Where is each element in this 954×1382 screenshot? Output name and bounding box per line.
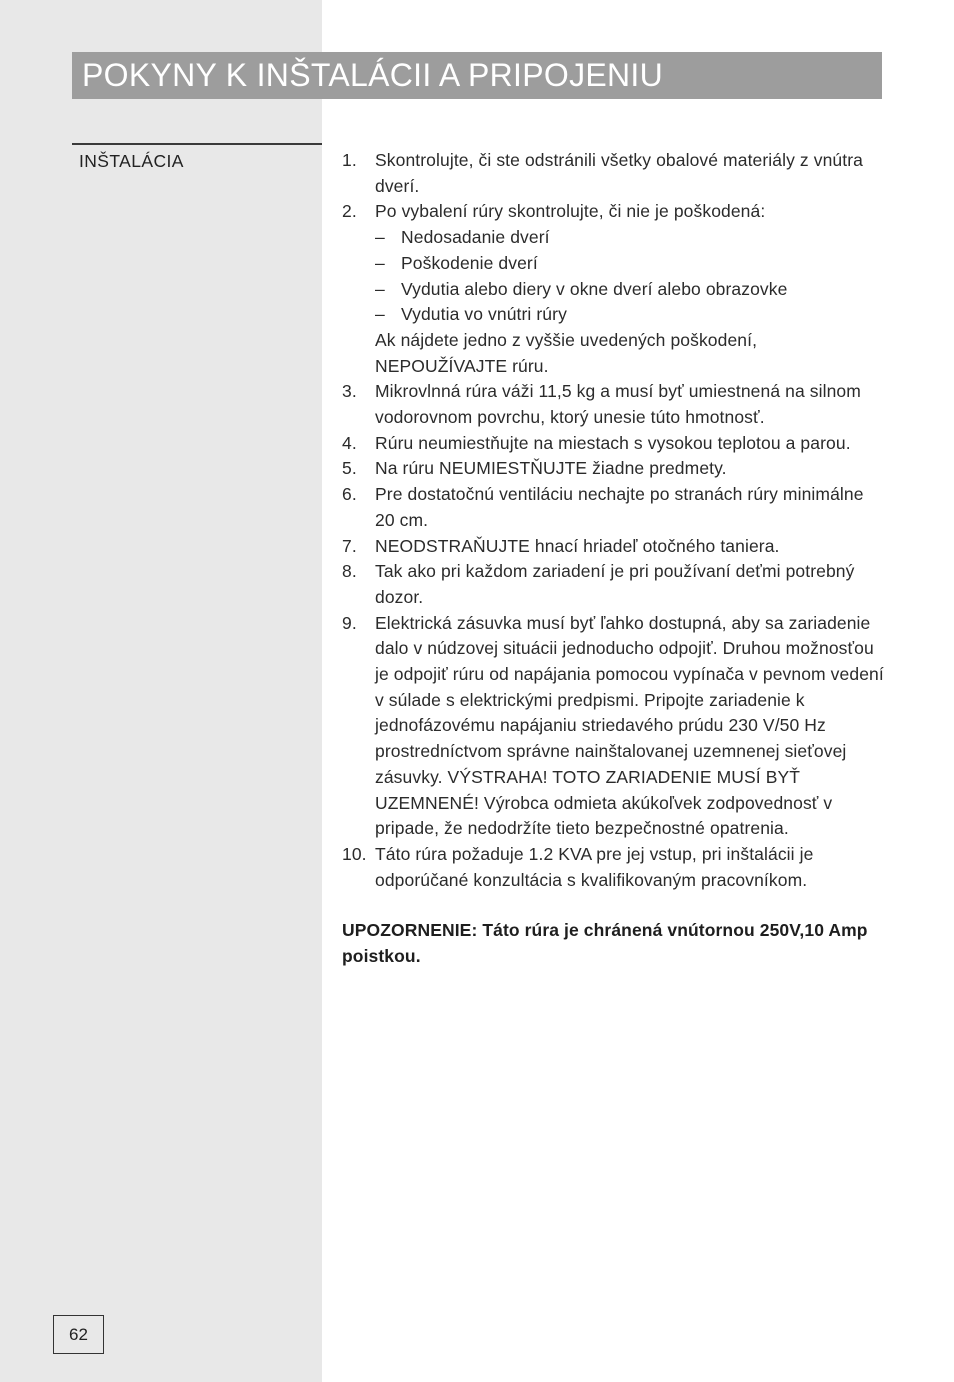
item-number: 6. (342, 484, 357, 505)
item-text: Na rúru NEUMIESTŇUJTE žiadne predmety. (375, 458, 727, 479)
section-label: INŠTALÁCIA (79, 151, 184, 171)
sub-item-text: Vydutia vo vnútri rúry (401, 304, 567, 325)
list-item (342, 199, 887, 379)
item-text: NEODSTRAŇUJTE hnací hriadeľ otočného taniera. (375, 535, 780, 556)
item-text: Elektrická zásuvka musí byť ľahko dostupná, aby sa zariadenie dalo v núdzovej situácii jednoducho odpojiť. Druhou možnosťou je odpojiť rúru od napájania pomocou vypínača v pevnom vedení v súlade s elektrickými predpismi. Pripojte zariadenie k jednofázovému napájaniu striedavého prúdu 230 V/50 Hz prostredníctvom správne nainštalovanej uzemnenej sieťovej zásuvky. VÝSTRAHA! TOTO ZARIADENIE MUSÍ BYŤ UZEMNENÉ! Výrobca odmieta akúkoľvek zodpovednosť v pripade, že nedodržíte tieto bezpečnostné opatrenia. (375, 612, 884, 839)
item-number: 1. (342, 150, 357, 170)
item-number: 9. (342, 612, 357, 633)
list-item (342, 431, 887, 457)
dash-bullet: – (375, 278, 385, 299)
sub-item-text: Poškodenie dverí (401, 252, 538, 273)
item-text: Mikrovlnná rúra váži 11,5 kg a musí byť umiestnená na silnom vodorovnom povrchu, ktorý unesie túto hmotnosť. (375, 381, 861, 428)
item-number: 4. (342, 432, 357, 453)
list-item (342, 842, 887, 893)
item-text: Po vybalení rúry skontrolujte, či nie je poškodená: (375, 201, 766, 222)
item-text: Tak ako pri každom zariadení je pri používaní deťmi potrebný dozor. (375, 561, 855, 607)
item-text: Pre dostatočnú ventiláciu nechajte po stranách rúry minimálne 20 cm. (375, 484, 864, 530)
list-item (342, 379, 887, 430)
sub-item-text: Nedosadanie dverí (401, 227, 550, 248)
item-followup-text: Ak nájdete jedno z vyššie uvedených poškodení, NEPOUŽÍVAJTE rúru. (375, 329, 758, 376)
item-number: 3. (342, 381, 357, 402)
left-margin-band (0, 0, 322, 1382)
list-item (342, 611, 887, 842)
warning-note: UPOZORNENIE: Táto rúra je chránená vnútornou 250V,10 Amp poistkou. (342, 920, 868, 967)
item-text: Skontrolujte, či ste odstránili všetky obalové materiály z vnútra dverí. (375, 150, 863, 196)
item-text: Rúru neumiestňujte na miestach s vysokou teplotou a parou. (375, 432, 851, 453)
list-item (342, 559, 887, 610)
item-number: 2. (342, 201, 357, 222)
item-number: 10. (342, 843, 367, 864)
sub-item (375, 277, 887, 303)
dash-bullet: – (375, 304, 385, 325)
item-number: 8. (342, 561, 357, 582)
list-item (342, 456, 887, 482)
dash-bullet: – (375, 252, 385, 273)
sub-item (375, 251, 887, 277)
list-item (342, 482, 887, 533)
section-divider (72, 143, 322, 145)
page-title: POKYNY K INŠTALÁCII A PRIPOJENIU (72, 52, 882, 99)
list-item (342, 534, 887, 560)
sub-item-text: Vydutia alebo diery v okne dverí alebo obrazovke (401, 278, 788, 299)
sub-item (375, 302, 887, 328)
page-number: 62 (53, 1315, 104, 1354)
instruction-list (342, 148, 887, 970)
item-number: 5. (342, 458, 357, 479)
item-number: 7. (342, 535, 357, 556)
sub-item (375, 225, 887, 251)
item-text: Táto rúra požaduje 1.2 KVA pre jej vstup, pri inštalácii je odporúčané konzultácia s kvalifikovaným pracovníkom. (375, 843, 814, 890)
dash-bullet: – (375, 227, 385, 248)
list-item (342, 148, 887, 199)
item-body (375, 199, 887, 379)
